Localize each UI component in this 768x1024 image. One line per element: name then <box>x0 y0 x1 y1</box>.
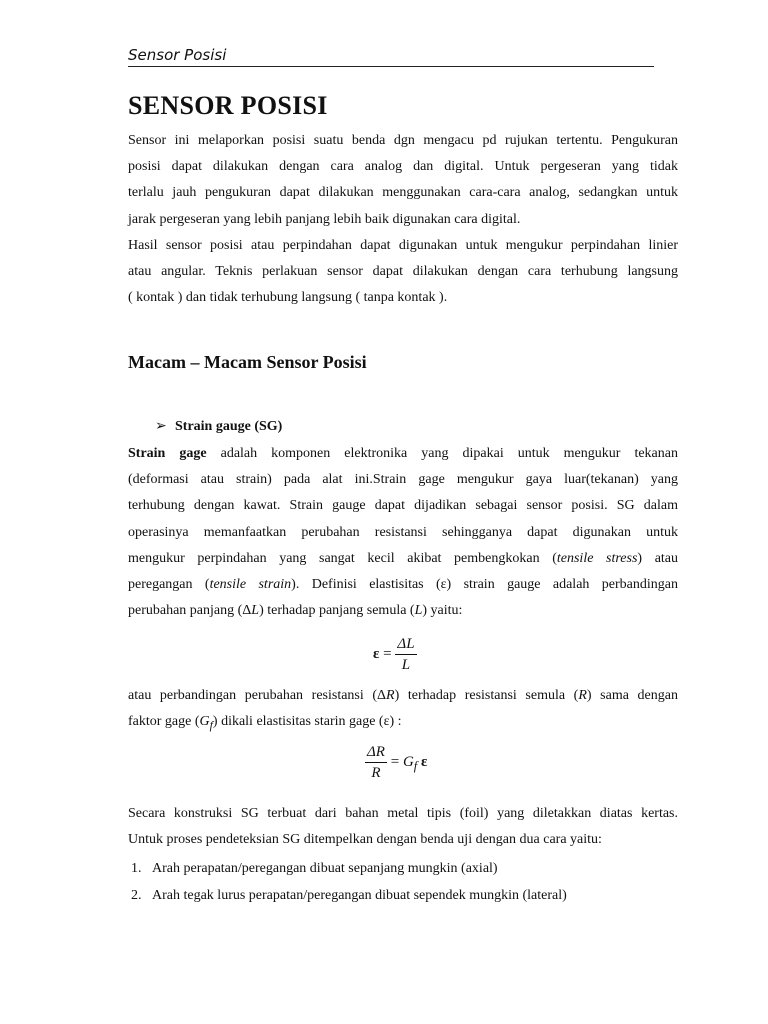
sg-term: tensile stress <box>556 550 638 566</box>
sg-var: L <box>251 603 260 619</box>
sg-line <box>128 441 678 467</box>
header-text: Sensor Posisi <box>128 46 227 64</box>
intro-line: Sensor ini melaporkan posisi suatu benda dgn mengacu pd rujukan tertentu. Pengukuran <box>128 133 678 148</box>
intro-line: jarak pergeseran yang lebih panjang lebih baik digunakan cara digital. <box>128 211 521 227</box>
sg-line-text: ) yaitu: <box>422 603 463 619</box>
list-number: 2. <box>131 887 142 903</box>
denominator: R <box>371 765 381 781</box>
ratio-var: G <box>199 714 210 730</box>
ratio-line-text: ) dikali elastisitas starin gage (ε) : <box>212 714 402 730</box>
ratio-line <box>128 709 678 739</box>
sg-line-text: peregangan ( <box>128 577 210 593</box>
ratio-var: R <box>578 688 587 703</box>
intro-line: terlalu jauh pengukuran dapat dilakukan menggunakan cara-cara analog, sedangkan untuk <box>128 185 678 201</box>
list-number: 1. <box>131 861 142 876</box>
construction-paragraph <box>128 801 678 853</box>
ratio-line <box>128 683 678 709</box>
list-item <box>131 883 567 910</box>
intro-line: atau angular. Teknis perlakuan sensor dapat dilakukan dengan cara terhubung langsung <box>128 264 678 280</box>
ratio-line-text: faktor gage ( <box>128 714 200 730</box>
sg-term: tensile strain <box>209 577 292 593</box>
bullet-item <box>155 416 282 438</box>
ratio-var: R <box>386 688 395 703</box>
sg-line-text: ) terhadap panjang semula ( <box>259 603 415 619</box>
numbered-list <box>131 856 567 909</box>
section-title: Macam – Macam Sensor Posisi <box>128 352 367 372</box>
sg-line: operasinya memanfaatkan perubahan resistansi sehingganya dapat digunakan untuk <box>128 524 678 540</box>
sg-line: (deformasi atau strain) pada alat ini.Strain gage mengukur gaya luar(tekanan) yang <box>128 472 678 488</box>
fraction <box>365 742 387 783</box>
ratio-line-text: atau perbandingan perubahan resistansi (Δ <box>128 688 387 703</box>
sg-line <box>128 572 678 598</box>
list-item <box>131 856 567 883</box>
sg-line: terhubung dengan kawat. Strain gauge dapat dijadikan sebagai sensor posisi. SG dalam <box>128 498 678 514</box>
sg-line-text: ) atau <box>637 550 679 566</box>
denominator: L <box>401 657 411 673</box>
intro-line: posisi dapat dilakukan dengan cara analog dan digital. Untuk pergeseran yang tidak <box>128 159 678 175</box>
ratio-line-text: ) sama dengan <box>586 688 678 703</box>
sg-line <box>128 598 678 624</box>
epsilon-symbol: ε <box>421 753 428 770</box>
elasticity-equation <box>373 634 417 675</box>
list-text: Arah perapatan/peregangan dibuat sepanjang mungkin (axial) <box>152 861 498 876</box>
page-title: SENSOR POSISI <box>128 91 328 120</box>
bullet-label: Strain gauge (SG) <box>175 419 283 434</box>
gage-factor-symbol: G <box>402 753 414 770</box>
sg-line-text: adalah komponen elektronika yang dipakai untuk mengukur tekanan <box>206 446 678 461</box>
ratio-paragraph <box>128 683 678 739</box>
equals-sign: = <box>390 753 400 770</box>
intro-line: ( kontak ) dan tidak terhubung langsung ( tanpa kontak ). <box>128 290 448 306</box>
arrow-bullet-icon: ➢ <box>155 419 167 434</box>
epsilon-symbol: ε <box>373 645 380 662</box>
sg-var: L <box>414 603 423 619</box>
list-text: Arah tegak lurus perapatan/peregangan dibuat sependek mungkin (lateral) <box>152 887 567 903</box>
gage-factor-subscript: f <box>413 758 418 773</box>
sg-line-text: ). Definisi elastisitas (ε) strain gauge adalah perbandingan <box>291 577 678 593</box>
sg-line-text: mengukur perpindahan yang sangat kecil akibat pembengkokan ( <box>128 550 557 566</box>
strain-gauge-paragraph <box>128 441 678 624</box>
ratio-subscript: f <box>209 719 213 732</box>
ratio-line-text: ) terhadap resistansi semula ( <box>394 688 579 703</box>
numerator: ΔL <box>395 634 416 655</box>
gage-factor-equation <box>365 742 427 783</box>
construction-line: Secara konstruksi SG terbuat dari bahan metal tipis (foil) yang diletakkan diatas kertas. <box>128 806 678 821</box>
equals-sign: = <box>383 645 392 662</box>
intro-line: Hasil sensor posisi atau perpindahan dapat digunakan untuk mengukur perpindahan linier <box>128 237 678 253</box>
intro-paragraph <box>128 128 678 311</box>
sg-line <box>128 546 678 572</box>
strain-gage-term: Strain gage <box>128 446 207 461</box>
fraction <box>395 634 416 675</box>
construction-line: Untuk proses pendeteksian SG ditempelkan dengan benda uji dengan dua cara yaitu: <box>128 832 602 848</box>
numerator: ΔR <box>365 742 387 763</box>
running-header <box>128 44 654 67</box>
sg-line-text: perubahan panjang (Δ <box>128 603 252 619</box>
